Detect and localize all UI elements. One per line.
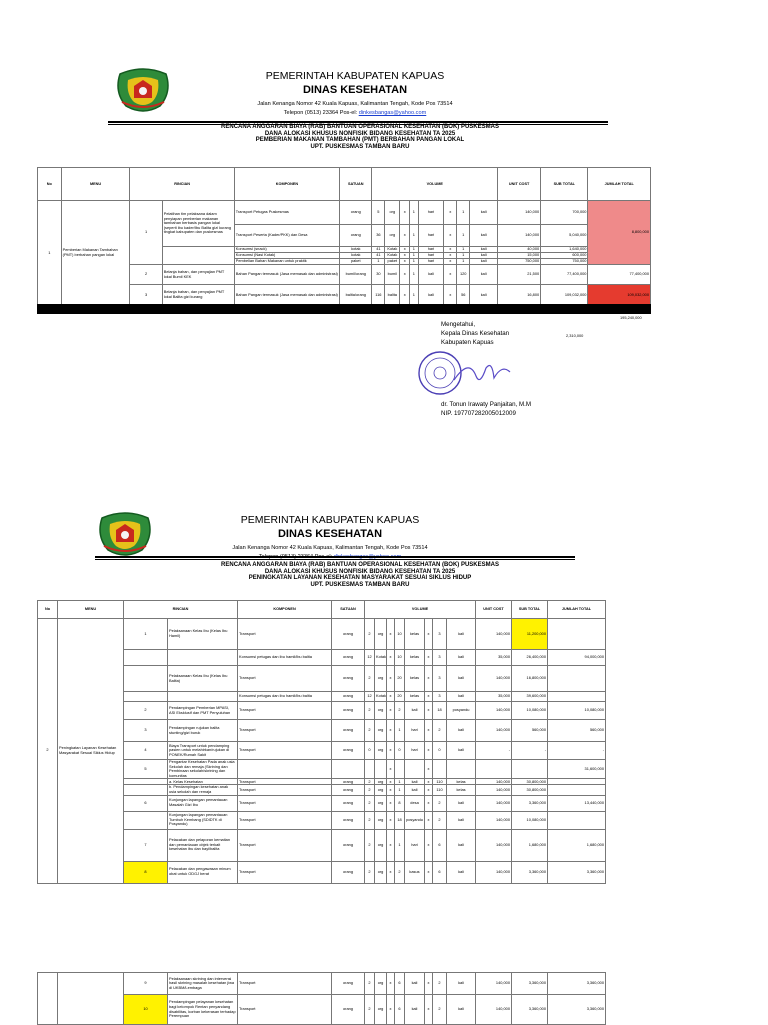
total-highlight: 109,032,000 [588,285,651,306]
table-row: 3 Belanja bahan, dan penyajian PMT lokal Balita gizi kurang Bahan Pangan termasuk (Jasa memasak dan administrasi) balita/orang 116 balita x 1 kali x 56 kali 16,800 109,032,000 109,032,000 [38,285,651,306]
contact-line: Telepon (0513) 23364 Pos-el: dinkesbangas@yahoo.com [283,110,427,116]
table-row: Konsumsi (Nasi Kotak) kotak 41 Kotak x 1 hari x 1 kali 15,000 600,000 [235,252,587,258]
table-row: 2 Pendampingan Pemberian MPASI, ASI Eksklusif dan PMT Penyuluhan Transport orang 2 org x 2 kali x 18 posyandu 140,000 10,080,000 10,080,000 [38,702,606,720]
government-name: PEMERINTAH KABUPATEN KAPUAS [240,514,420,526]
table-row: Konsumsi petugas dan ibu hamil/ibu balita orang 12 Kotak x 20 kelas x 3 kali 35,000 39,600,000 [38,692,606,702]
table-row: Pelaksanaan Kelas Ibu (Kelas Ibu Balita) Transport orang 2 org x 20 kelas x 3 kali 140,000 16,800,000 [38,666,606,692]
address-line: Jalan Kenanga Nomor 42 Kuala Kapuas, Kalimantan Tengah, Kode Pos 73514 [232,545,428,551]
table-row: 10 Pendampingan pelayanan kesehatan bagi kelompok Rentan penyandang disabilitas, korban kekerasan terhadap Perempuan Transport orang 2 org x 6 kali x 2 kali 140,000 3,360,000 3,360,000 [38,995,606,1025]
signatory-nip: NIP. 197707282005012009 [441,410,516,417]
table-row: 5 Pengantar Kesehatan Pada anak usia Sekolah dan remaja (Skrining dan Pembinaan sekolah/skrining dan komunitas x x 31,600,000 [38,760,606,779]
rab-title: RENCANA ANGGARAN BIAYA (RAB) BANTUAN OPERASIONAL KESEHATAN (BOK) PUSKESMAS DANA ALOKASI KHUSUS NONFISIK BIDANG KESEHATAN TA 2025 PEMBERIAN MAKANAN TAMBAHAN (PMT) BERBAHAN PANGAN LOKAL UPT. PUSKESMAS TAMBAN BARU [221,124,499,150]
table-header-row: No MENU RINCIAN KOMPONEN SATUAN VOLUME UNIT COST SUB TOTAL JUMLAH TOTAL [38,168,651,201]
address-line: Jalan Kenanga Nomor 42 Kuala Kapuas, Kalimantan Tengah, Kode Pos 73514 [257,101,453,107]
table-row: 9 Pelaksanaan skrining dan intervensi hasil skrining masalah kesehatan jiwa di UKBM/Lembaga Transport orang 2 org x 6 kali x 2 kali 140,000 3,360,000 3,360,000 [38,973,606,995]
table-row: Konsumsi (snack) kotak 41 Kotak x 1 hari x 1 kali 40,000 1,640,000 [38,247,651,253]
department-name: DINAS KESEHATAN [302,84,408,96]
table-row: b. Pendampingan kesehatan anak usia sekolah dan remaja Transport orang 2 org x 1 kali x 110 kelas 140,000 30,800,000 [38,785,606,795]
table-row: a. Kelas Kesehatan Transport orang 2 org x 1 kali x 110 kelas 140,000 30,800,000 [38,779,606,785]
government-name: PEMERINTAH KABUPATEN KAPUAS [265,70,445,82]
table-body [38,973,606,1025]
signatory-name: dr. Tonun Irawaty Panjaitan, M.M [441,401,531,408]
grand-total: 195,240,000 [620,315,642,320]
table-row: 1 Pemberian Makanan Tambahan (PMT) berbahan pangan lokal 1 Pelatihan tim pelaksana dalam penyiapan pemberian makanan tambahan berbasis pangan lokal (seperti ibu kader/Ibu Balita gizi kurang tingkat kabupaten dan puskesmas Transport Petugas Puskesmas orang 5 org x 1 hari x 1 kali 140,000 700,000 8,800,000 [38,201,651,225]
table-row: 2 Peningkatan Layanan Kesehatan Masyarakat Sesuai Siklus Hidup 1 Pelaksanaan Kelas Ibu (Kelas Ibu Hamil) Transport orang 2 org x 10 kelas x 3 kali 140,000 11,200,000 [38,619,606,650]
table-row: 4 Biaya Transport untuk pendamping pasien untuk melahirkan/rujukan di PONEK/Rumah Sakit Transport orang 0 org x 0 hari x 0 kali - - - [38,742,606,760]
rab-table-continued [37,972,606,1025]
rab-title: RENCANA ANGGARAN BIAYA (RAB) BANTUAN OPERASIONAL KESEHATAN (BOK) PUSKESMAS DANA ALOKASI KHUSUS NONFISIK BIDANG KESEHATAN TA 2025 PENINGKATAN LAYANAN KESEHATAN MASYARAKAT SESUAI SIKLUS HIDUP UPT. PUSKESMAS TAMBAN BARU [221,562,499,588]
signature-block: Mengetahui, Kepala Dinas Kesehatan Kabupaten Kapuas [441,321,510,346]
department-name: DINAS KESEHATAN [277,528,383,540]
table-row: 3 Pendampingan rujukan balita stunting/gizi buruk Transport orang 2 org x 1 hari x 2 kali 140,000 560,000 560,000 [38,720,606,742]
contact-line: Telepon (0513) 23364 Pos-el: dinkesbangas@yahoo.com [258,554,402,560]
table-row: Pembelian Bahan Makanan untuk praktik paket 1 paket x 1 hari x 1 kali 750,000 750,000 [235,258,587,264]
table-row: Konsumsi petugas dan ibu hamil/ibu balita orang 12 Kotak x 10 kelas x 3 kali 35,000 26,400,000 94,000,000 [38,650,606,666]
table-row: 7 Pelacakan dan pelaporan kematian dan pemantauan objek terkait kesehatan ibu dan bayi/balita Transport orang 2 org x 1 hari x 6 kali 140,000 1,680,000 1,680,000 [38,829,606,861]
table-row: Kunjungan lapangan pemantauan Tumbuh Kembang (SDIDTK di Posyandu) Transport orang 2 org x 18 posyandu x 2 kali 140,000 10,080,000 [38,811,606,829]
table-row: Transport Peserta (Kader/PKK) dan Desa orang 36 org x 1 hari x 1 kali 140,000 5,040,000 [38,225,651,247]
email-link[interactable]: dinkesbangas@yahoo.com [333,554,402,560]
table-row: 8 Pelacakan dan pengawasan minum obat untuk ODGJ berat Transport orang 2 org x 2 kasus x 6 kali 140,000 3,360,000 3,360,000 [38,861,606,883]
email-link[interactable]: dinkesbangas@yahoo.com [358,110,427,116]
table-row: 2 Belanja bahan, dan penyajian PMT lokal Bumil KEK Bahan Pangan termasuk (Jasa memasak dan administrasi) bumil/orang 30 bumil x 1 kali x 120 kali 21,500 77,400,000 77,400,000 [38,265,651,285]
side-number: 2,310,000 [566,333,584,338]
table-row: 6 Kunjungan lapangan pemantauan Masalah Gizi Ibu Transport orang 2 org x 8 desa x 2 kali 140,000 3,360,000 13,440,000 [38,795,606,811]
subtotal-highlight: 8,800,000 [588,201,651,265]
table-header-row: No MENU RINCIAN KOMPONEN SATUAN VOLUME UNIT COST SUB TOTAL JUMLAH TOTAL [38,601,606,619]
